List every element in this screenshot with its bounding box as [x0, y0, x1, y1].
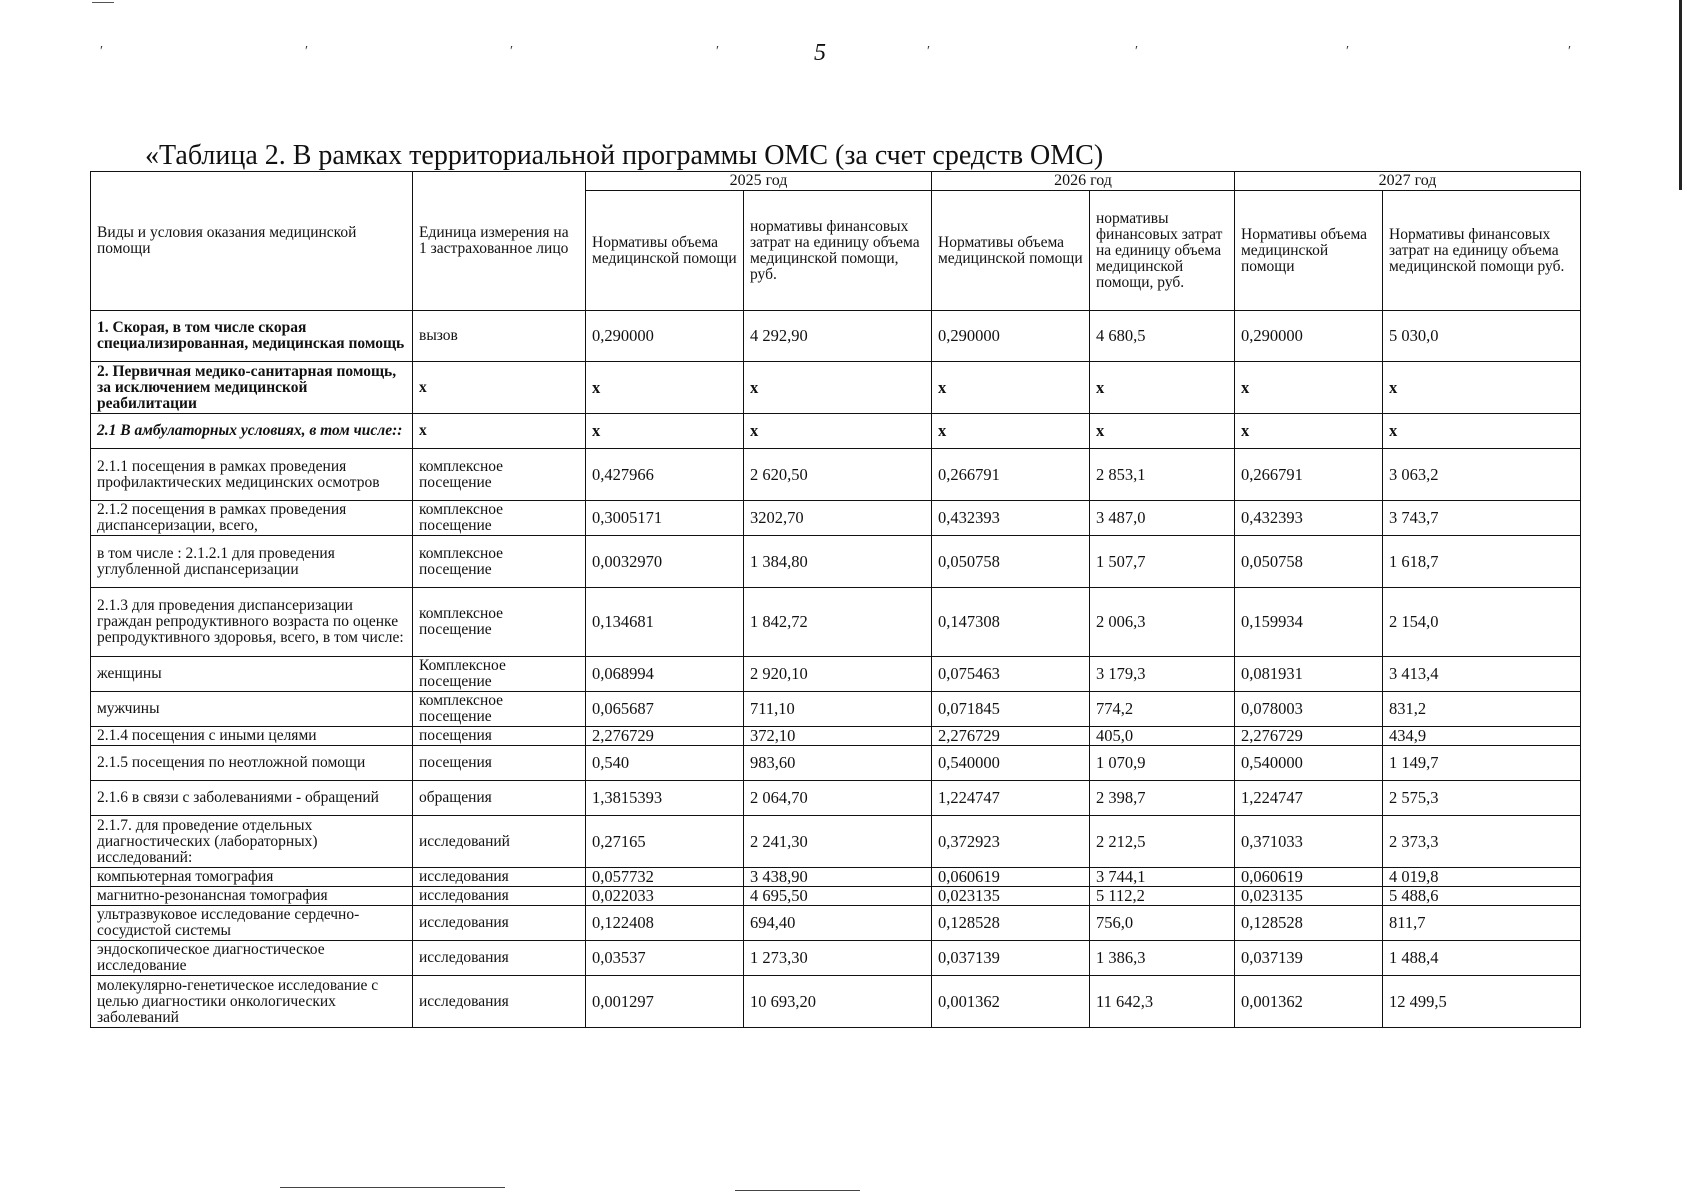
header-kind: Виды и условия оказания медицинской помощи [91, 172, 413, 311]
row-cost-2027: 3 743,7 [1383, 501, 1581, 536]
scan-dot: ′ [716, 44, 720, 59]
row-cost-2026: 1 386,3 [1090, 941, 1235, 976]
header-cost-2025: нормативы финансовых затрат на единицу объема медицинской помощи, руб. [744, 191, 932, 311]
row-volume-2027: 2,276729 [1235, 727, 1383, 746]
row-volume-2026: 0,432393 [932, 501, 1090, 536]
row-cost-2026: х [1090, 414, 1235, 449]
row-cost-2025: 2 064,70 [744, 781, 932, 816]
row-volume-2026: х [932, 414, 1090, 449]
row-kind: молекулярно-генетическое исследование с целью диагностики онкологических заболеваний [91, 976, 413, 1028]
row-cost-2026: 2 398,7 [1090, 781, 1235, 816]
row-volume-2025: 0,001297 [586, 976, 744, 1028]
row-kind: 2.1 В амбулаторных условиях, в том числе:: [91, 414, 413, 449]
row-cost-2025: 2 241,30 [744, 816, 932, 868]
table-row [91, 449, 1581, 501]
scan-dot: ′ [305, 44, 309, 59]
header-volume-2027: Нормативы объема медицинской помощи [1235, 191, 1383, 311]
header-years-row [91, 172, 1581, 191]
row-kind: компьютерная томография [91, 868, 413, 887]
row-volume-2027: 0,023135 [1235, 887, 1383, 906]
scan-edge [1679, 0, 1682, 190]
table-row [91, 887, 1581, 906]
table-row [91, 746, 1581, 781]
table-row [91, 362, 1581, 414]
table-row [91, 536, 1581, 588]
header-year-2026: 2026 год [932, 172, 1235, 191]
row-kind: 1. Скорая, в том числе скорая специализированная, медицинская помощь [91, 311, 413, 362]
row-volume-2026: 0,266791 [932, 449, 1090, 501]
header-volume-2026: Нормативы объема медицинской помощи [932, 191, 1090, 311]
row-volume-2025: 0,427966 [586, 449, 744, 501]
row-volume-2026: 0,128528 [932, 906, 1090, 941]
row-volume-2025: 0,540 [586, 746, 744, 781]
row-volume-2026: 0,060619 [932, 868, 1090, 887]
table-row [91, 868, 1581, 887]
table-row [91, 976, 1581, 1028]
row-cost-2027: х [1383, 414, 1581, 449]
row-volume-2025: 0,134681 [586, 588, 744, 657]
table-row [91, 501, 1581, 536]
row-cost-2025: х [744, 362, 932, 414]
row-kind: магнитно-резонансная томография [91, 887, 413, 906]
row-volume-2025: х [586, 414, 744, 449]
row-cost-2026: 3 744,1 [1090, 868, 1235, 887]
row-cost-2026: 4 680,5 [1090, 311, 1235, 362]
row-volume-2025: 0,022033 [586, 887, 744, 906]
row-volume-2027: 0,266791 [1235, 449, 1383, 501]
row-volume-2025: 0,3005171 [586, 501, 744, 536]
row-cost-2027: 5 488,6 [1383, 887, 1581, 906]
row-cost-2025: 1 273,30 [744, 941, 932, 976]
row-volume-2026: 0,075463 [932, 657, 1090, 692]
row-kind: эндоскопическое диагностическое исследование [91, 941, 413, 976]
row-volume-2027: 0,060619 [1235, 868, 1383, 887]
row-cost-2025: х [744, 414, 932, 449]
row-kind: ультразвуковое исследование сердечно-сосудистой системы [91, 906, 413, 941]
row-volume-2025: 0,057732 [586, 868, 744, 887]
row-volume-2027: 0,078003 [1235, 692, 1383, 727]
table-row [91, 588, 1581, 657]
row-volume-2027: 0,371033 [1235, 816, 1383, 868]
row-cost-2026: 756,0 [1090, 906, 1235, 941]
row-unit: х [413, 362, 586, 414]
row-cost-2027: 811,7 [1383, 906, 1581, 941]
row-cost-2025: 10 693,20 [744, 976, 932, 1028]
header-volume-2025: Нормативы объема медицинской помощи [586, 191, 744, 311]
row-cost-2026: 2 006,3 [1090, 588, 1235, 657]
row-unit: обращения [413, 781, 586, 816]
scan-dot: ′ [927, 44, 931, 59]
table-row [91, 906, 1581, 941]
row-volume-2026: 0,540000 [932, 746, 1090, 781]
row-volume-2027: х [1235, 414, 1383, 449]
row-volume-2027: х [1235, 362, 1383, 414]
row-volume-2027: 0,432393 [1235, 501, 1383, 536]
scan-dot: ′ [100, 44, 104, 59]
row-volume-2025: 0,0032970 [586, 536, 744, 588]
row-cost-2025: 4 292,90 [744, 311, 932, 362]
row-kind: 2.1.7. для проведение отдельных диагностических (лабораторных) исследований: [91, 816, 413, 868]
row-cost-2025: 4 695,50 [744, 887, 932, 906]
row-cost-2026: 774,2 [1090, 692, 1235, 727]
row-unit: комплексное посещение [413, 588, 586, 657]
row-unit: исследования [413, 976, 586, 1028]
row-volume-2026: 1,224747 [932, 781, 1090, 816]
row-cost-2027: 3 413,4 [1383, 657, 1581, 692]
row-kind: в том числе : 2.1.2.1 для проведения углубленной диспансеризации [91, 536, 413, 588]
row-volume-2025: 1,3815393 [586, 781, 744, 816]
row-volume-2025: 0,068994 [586, 657, 744, 692]
scan-dot: ′ [1135, 44, 1139, 59]
row-volume-2026: 0,037139 [932, 941, 1090, 976]
row-cost-2025: 3202,70 [744, 501, 932, 536]
scan-dot: ′ [510, 44, 514, 59]
row-cost-2025: 2 620,50 [744, 449, 932, 501]
scan-dot: ′ [1568, 44, 1572, 59]
row-volume-2025: 0,122408 [586, 906, 744, 941]
row-kind: 2.1.5 посещения по неотложной помощи [91, 746, 413, 781]
row-cost-2026: 1 070,9 [1090, 746, 1235, 781]
page-number: 5 [814, 40, 826, 66]
table-row [91, 816, 1581, 868]
header-unit: Единица измерения на 1 застрахованное лицо [413, 172, 586, 311]
row-cost-2025: 711,10 [744, 692, 932, 727]
row-unit: комплексное посещение [413, 536, 586, 588]
table-row [91, 781, 1581, 816]
row-unit: комплексное посещение [413, 501, 586, 536]
row-volume-2027: 0,540000 [1235, 746, 1383, 781]
row-cost-2025: 1 842,72 [744, 588, 932, 657]
row-cost-2026: 3 487,0 [1090, 501, 1235, 536]
row-volume-2027: 0,001362 [1235, 976, 1383, 1028]
row-cost-2026: 2 853,1 [1090, 449, 1235, 501]
row-unit: вызов [413, 311, 586, 362]
row-volume-2025: 2,276729 [586, 727, 744, 746]
row-cost-2026: 5 112,2 [1090, 887, 1235, 906]
row-cost-2027: 12 499,5 [1383, 976, 1581, 1028]
row-volume-2027: 0,159934 [1235, 588, 1383, 657]
row-cost-2027: 1 149,7 [1383, 746, 1581, 781]
row-volume-2026: 0,071845 [932, 692, 1090, 727]
row-volume-2026: 0,023135 [932, 887, 1090, 906]
table-title: «Таблица 2. В рамках территориальной программы ОМС (за счет средств ОМС) [145, 140, 1104, 171]
row-cost-2026: 11 642,3 [1090, 976, 1235, 1028]
row-cost-2027: 2 154,0 [1383, 588, 1581, 657]
row-cost-2026: 3 179,3 [1090, 657, 1235, 692]
row-kind: 2.1.1 посещения в рамках проведения профилактических медицинских осмотров [91, 449, 413, 501]
scan-dot: ′ [1346, 44, 1350, 59]
row-volume-2025: 0,03537 [586, 941, 744, 976]
row-cost-2027: 5 030,0 [1383, 311, 1581, 362]
table-row [91, 727, 1581, 746]
row-unit: х [413, 414, 586, 449]
row-unit: исследования [413, 868, 586, 887]
row-cost-2026: х [1090, 362, 1235, 414]
row-kind: мужчины [91, 692, 413, 727]
row-unit: исследования [413, 906, 586, 941]
scan-mark [92, 2, 114, 3]
table-row [91, 941, 1581, 976]
row-volume-2027: 0,037139 [1235, 941, 1383, 976]
row-cost-2027: х [1383, 362, 1581, 414]
row-kind: 2. Первичная медико-санитарная помощь, за исключением медицинской реабилитации [91, 362, 413, 414]
row-unit: посещения [413, 727, 586, 746]
row-cost-2027: 2 373,3 [1383, 816, 1581, 868]
row-volume-2026: 0,001362 [932, 976, 1090, 1028]
row-volume-2025: х [586, 362, 744, 414]
row-kind: 2.1.4 посещения с иными целями [91, 727, 413, 746]
row-cost-2025: 983,60 [744, 746, 932, 781]
scan-line [735, 1190, 860, 1191]
row-volume-2025: 0,27165 [586, 816, 744, 868]
row-volume-2027: 0,050758 [1235, 536, 1383, 588]
row-unit: комплексное посещение [413, 449, 586, 501]
row-unit: исследования [413, 887, 586, 906]
header-year-2027: 2027 год [1235, 172, 1581, 191]
row-cost-2027: 3 063,2 [1383, 449, 1581, 501]
table-row [91, 414, 1581, 449]
table-body [91, 311, 1581, 1028]
header-cost-2026: нормативы финансовых затрат на единицу объема медицинской помощи, руб. [1090, 191, 1235, 311]
row-cost-2025: 694,40 [744, 906, 932, 941]
header-cost-2027: Нормативы финансовых затрат на единицу объема медицинской помощи руб. [1383, 191, 1581, 311]
table-row [91, 692, 1581, 727]
row-volume-2026: х [932, 362, 1090, 414]
row-volume-2026: 0,147308 [932, 588, 1090, 657]
table-row [91, 657, 1581, 692]
row-unit: комплексное посещение [413, 692, 586, 727]
row-cost-2026: 405,0 [1090, 727, 1235, 746]
row-cost-2027: 4 019,8 [1383, 868, 1581, 887]
row-volume-2027: 0,290000 [1235, 311, 1383, 362]
row-cost-2026: 2 212,5 [1090, 816, 1235, 868]
row-volume-2026: 0,372923 [932, 816, 1090, 868]
norms-table [90, 171, 1581, 1028]
row-kind: 2.1.3 для проведения диспансеризации граждан репродуктивного возраста по оценке репродуктивного здоровья, всего, в том числе: [91, 588, 413, 657]
row-kind: 2.1.6 в связи с заболеваниями - обращений [91, 781, 413, 816]
row-unit: исследования [413, 941, 586, 976]
row-volume-2027: 1,224747 [1235, 781, 1383, 816]
row-cost-2027: 2 575,3 [1383, 781, 1581, 816]
table-row [91, 311, 1581, 362]
row-kind: женщины [91, 657, 413, 692]
row-cost-2025: 1 384,80 [744, 536, 932, 588]
row-cost-2027: 1 618,7 [1383, 536, 1581, 588]
row-volume-2025: 0,290000 [586, 311, 744, 362]
row-cost-2026: 1 507,7 [1090, 536, 1235, 588]
row-volume-2027: 0,128528 [1235, 906, 1383, 941]
row-volume-2026: 0,290000 [932, 311, 1090, 362]
row-cost-2025: 2 920,10 [744, 657, 932, 692]
header-year-2025: 2025 год [586, 172, 932, 191]
row-kind: 2.1.2 посещения в рамках проведения диспансеризации, всего, [91, 501, 413, 536]
row-cost-2027: 1 488,4 [1383, 941, 1581, 976]
scan-line [280, 1187, 505, 1188]
row-volume-2026: 0,050758 [932, 536, 1090, 588]
row-volume-2026: 2,276729 [932, 727, 1090, 746]
row-cost-2027: 434,9 [1383, 727, 1581, 746]
row-unit: Комплексное посещение [413, 657, 586, 692]
row-unit: исследований [413, 816, 586, 868]
row-cost-2027: 831,2 [1383, 692, 1581, 727]
row-unit: посещения [413, 746, 586, 781]
row-volume-2027: 0,081931 [1235, 657, 1383, 692]
row-cost-2025: 372,10 [744, 727, 932, 746]
row-volume-2025: 0,065687 [586, 692, 744, 727]
row-cost-2025: 3 438,90 [744, 868, 932, 887]
